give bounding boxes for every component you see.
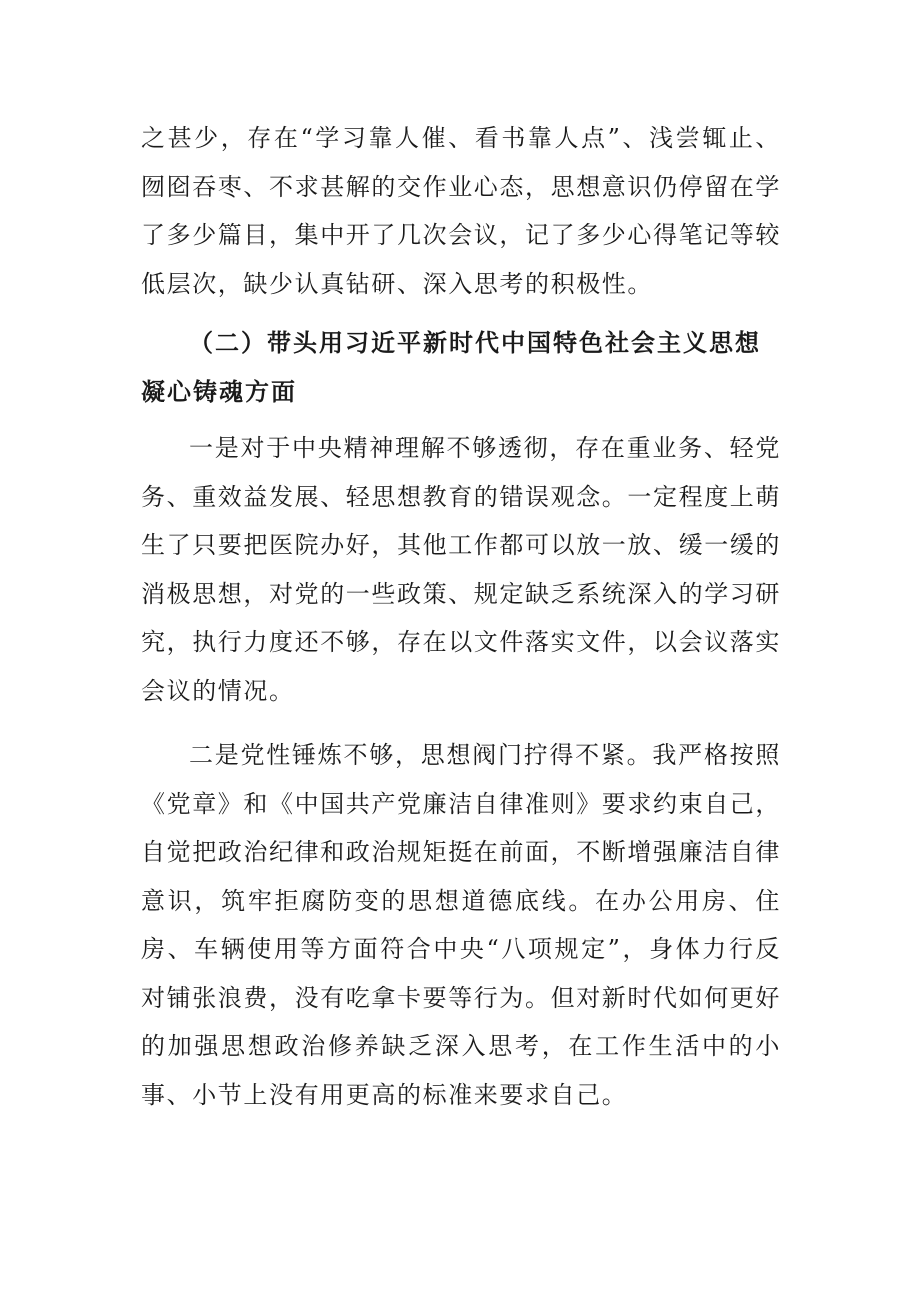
section-heading: （二）带头用习近平新时代中国特色社会主义思想凝心铸魂方面 (141, 329, 761, 406)
document-body (141, 114, 781, 1119)
spacer (141, 715, 781, 731)
spacer (141, 308, 781, 319)
spacer (141, 416, 781, 424)
body-paragraph-two: 二是党性锤炼不够，思想阀门拧得不紧。我严格按照《党章》和《中国共产党廉洁自律准则》要求约束自己，自觉把政治纪律和政治规矩挺在前面，不断增强廉洁自律意识，筑牢拒腐防变的思想道德底线。在办公用房、住房、车辆使用等方面符合中央“八项规定”，身体力行反对铺张浪费，没有吃拿卡要等行为。但对新时代如何更好的加强思想政治修养缺乏深入思考，在工作生活中的小事、小节上没有用更高的标准来要求自己。 (141, 741, 781, 1109)
body-paragraph-one: 一是对于中央精神理解不够透彻，存在重业务、轻党务、重效益发展、轻思想教育的错误观念。一定程度上萌生了只要把医院办好，其他工作都可以放一放、缓一缓的消极思想，对党的一些政策、规定缺乏系统深入的学习研究，执行力度还不够，存在以文件落实文件，以会议落实会议的情况。 (141, 434, 781, 705)
continued-paragraph: 之甚少，存在“学习靠人催、看书靠人点”、浅尝辄止、囫囵吞枣、不求甚解的交作业心态，思想意识仍停留在学了多少篇目，集中开了几次会议，记了多少心得笔记等较低层次，缺少认真钻研、深入思考的积极性。 (141, 124, 781, 298)
